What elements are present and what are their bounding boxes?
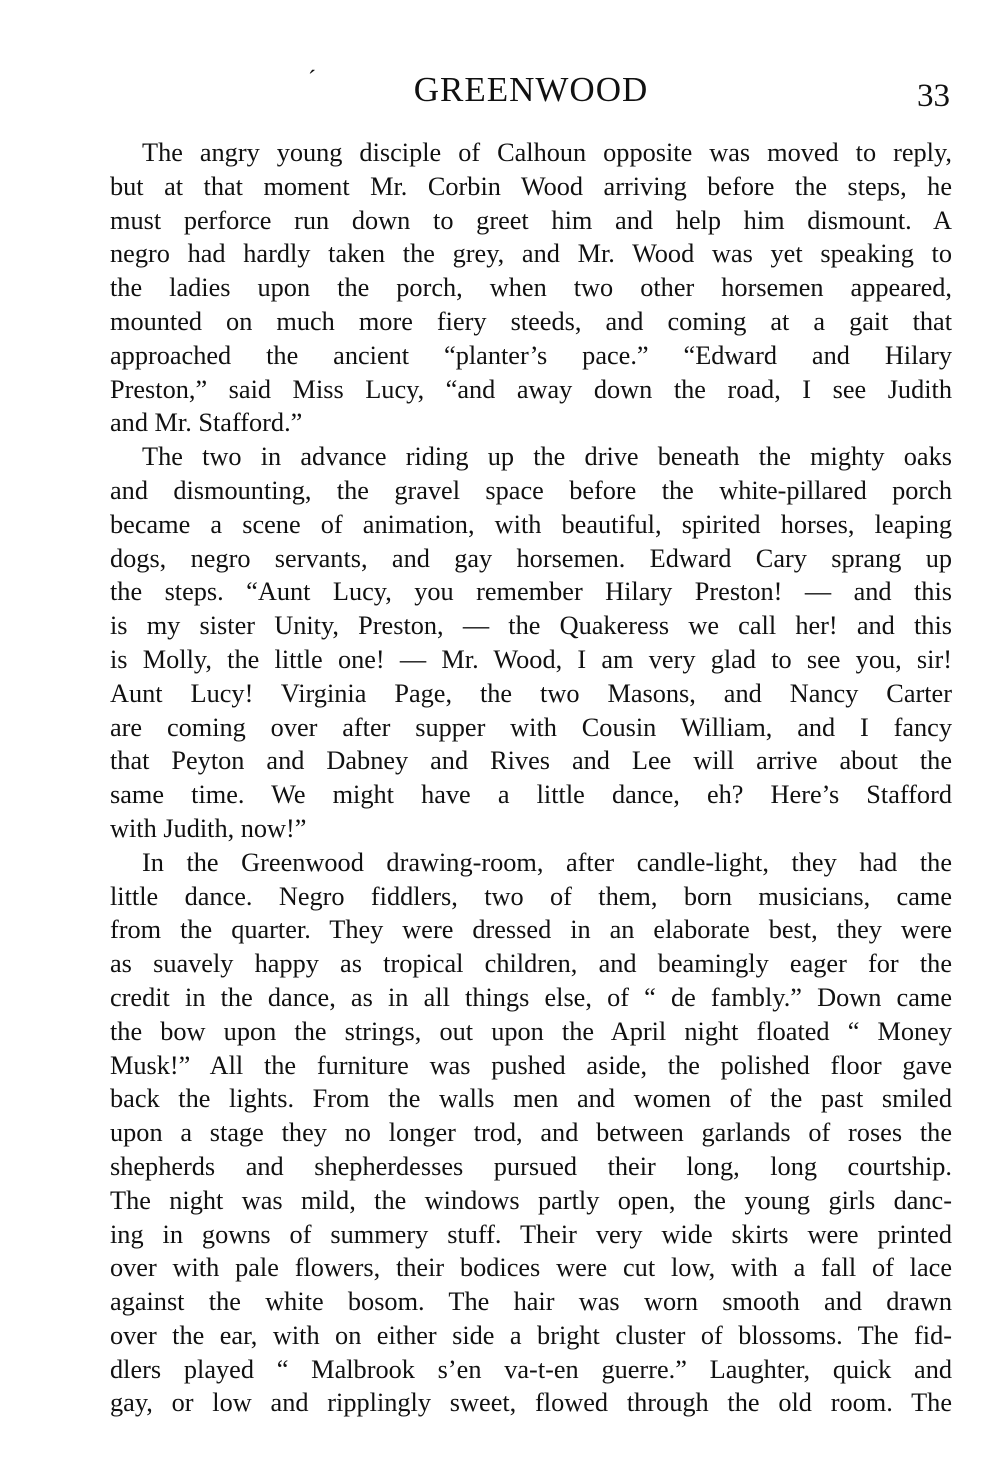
text-line: credit in the dance, as in all things else, of “ de fambly.” Down came [110, 982, 952, 1012]
text-line: against the white bosom. The hair was worn smooth and drawn [110, 1287, 952, 1317]
text-line: and dismounting, the gravel space before the white-pillared porch [110, 475, 952, 505]
text-line: Preston,” said Miss Lucy, “and away down the road, I see Judith [110, 374, 952, 404]
text-line: is Molly, the little one! — Mr. Wood, I am very glad to see you, sir! [110, 644, 952, 674]
text-line: the steps. “Aunt Lucy, you remember Hilary Preston! — and this [110, 577, 952, 607]
text-line: The two in advance riding up the drive beneath the mighty oaks [142, 442, 952, 472]
text-line: over with pale flowers, their bodices were cut low, with a fall of lace [110, 1253, 952, 1283]
text-line: are coming over after supper with Cousin William, and I fancy [110, 712, 952, 742]
text-line: must perforce run down to greet him and help him dismount. A [110, 205, 952, 235]
header-mark: ´ [308, 67, 316, 93]
text-line: and Mr. Stafford.” [110, 408, 303, 438]
page-header [110, 66, 952, 114]
text-line: back the lights. From the walls men and women of the past smiled [110, 1084, 952, 1114]
text-line: dogs, negro servants, and gay horsemen. Edward Cary sprang up [110, 543, 952, 573]
text-line: ing in gowns of summery stuff. Their very wide skirts were printed [110, 1219, 952, 1249]
paragraph [110, 136, 952, 440]
text-line: became a scene of animation, with beautiful, spirited horses, leaping [110, 509, 952, 539]
body-text [110, 136, 952, 1420]
text-line: as suavely happy as tropical children, and beamingly eager for the [110, 949, 952, 979]
text-line: is my sister Unity, Preston, — the Quakeress we call her! and this [110, 611, 952, 641]
text-line: but at that moment Mr. Corbin Wood arriving before the steps, he [110, 171, 952, 201]
paragraph [110, 440, 952, 846]
running-head: GREENWOOD [413, 70, 649, 109]
text-line: dlers played “ Malbrook s’en va-t-en guerre.” Laughter, quick and [110, 1354, 952, 1384]
text-line: The night was mild, the windows partly open, the young girls danc- [110, 1185, 952, 1215]
text-line: Aunt Lucy! Virginia Page, the two Masons, and Nancy Carter [110, 678, 952, 708]
text-line: with Judith, now!” [110, 813, 307, 843]
text-line: same time. We might have a little dance, eh? Here’s Stafford [110, 780, 952, 810]
text-line: that Peyton and Dabney and Rives and Lee will arrive about the [110, 746, 952, 776]
text-line: Musk!” All the furniture was pushed aside, the polished floor gave [110, 1050, 952, 1080]
text-line: shepherds and shepherdesses pursued their long, long courtship. [110, 1151, 952, 1181]
text-line: The angry young disciple of Calhoun opposite was moved to reply, [142, 138, 952, 167]
text-line: little dance. Negro fiddlers, two of them, born musicians, came [110, 881, 952, 911]
paragraph [110, 846, 952, 1421]
page-number: 33 [917, 78, 950, 114]
text-line: over the ear, with on either side a bright cluster of blossoms. The fid- [110, 1320, 952, 1350]
text-line: In the Greenwood drawing-room, after candle-light, they had the [142, 847, 952, 877]
text-line: the bow upon the strings, out upon the April night floated “ Money [110, 1016, 952, 1046]
text-line: the ladies upon the porch, when two other horsemen appeared, [110, 273, 952, 303]
text-line: approached the ancient “planter’s pace.” “Edward and Hilary [110, 340, 952, 370]
text-line: gay, or low and ripplingly sweet, flowed through the old room. The [110, 1388, 952, 1418]
text-line: negro had hardly taken the grey, and Mr. Wood was yet speaking to [110, 239, 952, 269]
text-line: from the quarter. They were dressed in an elaborate best, they were [110, 915, 952, 945]
text-line: upon a stage they no longer trod, and between garlands of roses the [110, 1118, 952, 1148]
text-line: mounted on much more fiery steeds, and coming at a gait that [110, 306, 952, 336]
